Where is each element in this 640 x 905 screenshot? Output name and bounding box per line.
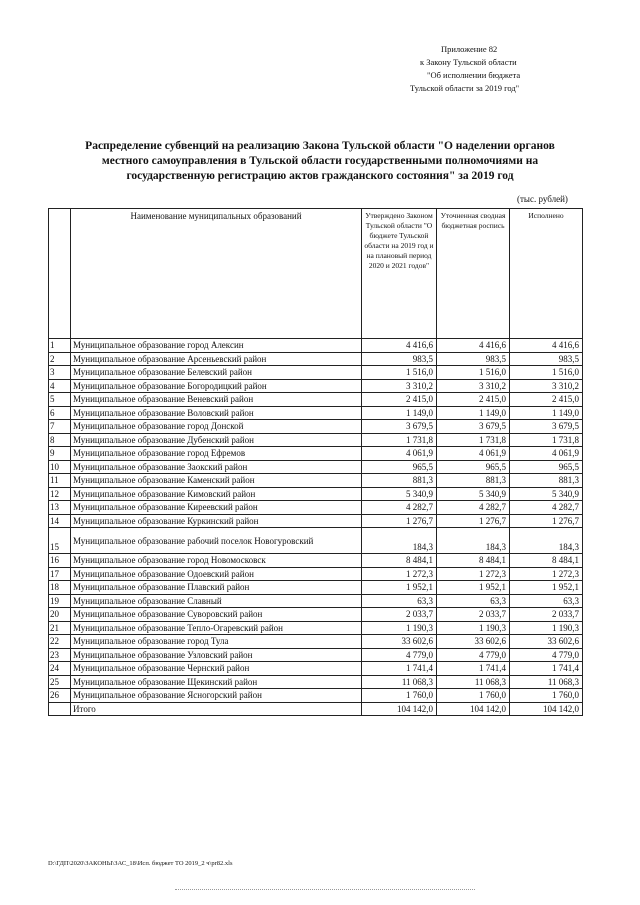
- row-approved: 1 516,0: [362, 366, 437, 380]
- appendix-line-3: "Об исполнении бюджета: [427, 70, 521, 80]
- table-row: [49, 662, 583, 676]
- row-name: Муниципальное образование город Ефремов: [71, 447, 362, 461]
- row-number: 15: [49, 528, 71, 554]
- document-title: [40, 139, 600, 184]
- table-row: [49, 567, 583, 581]
- title-line-1: Распределение субвенций на реализацию Закона Тульской области "О наделении органов: [85, 140, 555, 152]
- row-name: Муниципальное образование Кимовский район: [71, 487, 362, 501]
- row-refined: 881,3: [437, 474, 510, 488]
- row-name: Муниципальное образование Плавский район: [71, 581, 362, 595]
- row-name: Муниципальное образование Тепло-Огаревский район: [71, 621, 362, 635]
- row-approved: 63,3: [362, 594, 437, 608]
- row-executed: 4 282,7: [510, 501, 583, 515]
- row-refined: 1 741,4: [437, 662, 510, 676]
- row-number: 25: [49, 675, 71, 689]
- row-number: 3: [49, 366, 71, 380]
- row-refined: 184,3: [437, 528, 510, 554]
- row-number: 14: [49, 514, 71, 528]
- row-refined: 4 416,6: [437, 339, 510, 353]
- row-refined: 4 061,9: [437, 447, 510, 461]
- row-name: Муниципальное образование город Алексин: [71, 339, 362, 353]
- row-name: Муниципальное образование Славный: [71, 594, 362, 608]
- header-approved: Утверждено Законом Тульской области "О бюджете Тульской области на 2019 год и на плановый период 2020 и 2021 годов": [362, 209, 437, 339]
- table-row: [49, 501, 583, 515]
- row-approved: 2 033,7: [362, 608, 437, 622]
- row-approved: 184,3: [362, 528, 437, 554]
- table-row: [49, 635, 583, 649]
- row-executed: 1 516,0: [510, 366, 583, 380]
- table-row: [49, 528, 583, 554]
- row-number: 20: [49, 608, 71, 622]
- table-body: [49, 339, 583, 716]
- row-executed: 1 190,3: [510, 621, 583, 635]
- row-executed: 1 149,0: [510, 406, 583, 420]
- row-refined: 1 190,3: [437, 621, 510, 635]
- row-number: 13: [49, 501, 71, 515]
- row-approved: 1 272,3: [362, 567, 437, 581]
- row-number: 19: [49, 594, 71, 608]
- total-row: [49, 702, 583, 716]
- row-executed: 983,5: [510, 352, 583, 366]
- row-executed: 1 731,8: [510, 433, 583, 447]
- table-row: [49, 689, 583, 703]
- row-executed: 3 679,5: [510, 420, 583, 434]
- row-executed: 4 779,0: [510, 648, 583, 662]
- row-number: 5: [49, 393, 71, 407]
- header-refined: Уточненная сводная бюджетная роспись: [437, 209, 510, 339]
- row-refined: 2 415,0: [437, 393, 510, 407]
- row-number: 23: [49, 648, 71, 662]
- table-row: [49, 514, 583, 528]
- row-approved: 1 741,4: [362, 662, 437, 676]
- row-approved: 4 779,0: [362, 648, 437, 662]
- row-number: 8: [49, 433, 71, 447]
- appendix-line-1: Приложение 82: [441, 44, 498, 54]
- title-line-2: местного самоуправления в Тульской области государственными полномочиями на: [101, 155, 539, 167]
- row-approved: 1 952,1: [362, 581, 437, 595]
- total-approved: 104 142,0: [362, 702, 437, 716]
- row-refined: 4 282,7: [437, 501, 510, 515]
- row-number: 11: [49, 474, 71, 488]
- row-number: 22: [49, 635, 71, 649]
- total-label: Итого: [71, 702, 362, 716]
- row-name: Муниципальное образование Дубенский район: [71, 433, 362, 447]
- row-executed: 1 276,7: [510, 514, 583, 528]
- row-approved: 1 276,7: [362, 514, 437, 528]
- total-refined: 104 142,0: [437, 702, 510, 716]
- row-name: Муниципальное образование Воловский район: [71, 406, 362, 420]
- file-path-footer: D:\ГДП\2020\ЗАКОНЫ\ЗАС_18\Исп. бюджет ТО 2019_2 ч\pr82.xls: [48, 860, 233, 867]
- row-number: 4: [49, 379, 71, 393]
- total-executed: 104 142,0: [510, 702, 583, 716]
- row-name: Муниципальное образование город Новомосковск: [71, 554, 362, 568]
- row-number: 24: [49, 662, 71, 676]
- row-refined: 1 149,0: [437, 406, 510, 420]
- row-refined: 63,3: [437, 594, 510, 608]
- row-name: Муниципальное образование Одоевский район: [71, 567, 362, 581]
- row-executed: 63,3: [510, 594, 583, 608]
- row-approved: 33 602,6: [362, 635, 437, 649]
- row-number: 10: [49, 460, 71, 474]
- row-number: 16: [49, 554, 71, 568]
- table-row: [49, 648, 583, 662]
- row-refined: 1 731,8: [437, 433, 510, 447]
- row-approved: 1 731,8: [362, 433, 437, 447]
- table-row: [49, 621, 583, 635]
- row-refined: 3 310,2: [437, 379, 510, 393]
- row-approved: 2 415,0: [362, 393, 437, 407]
- row-name: Муниципальное образование Узловский район: [71, 648, 362, 662]
- row-refined: 965,5: [437, 460, 510, 474]
- row-name: Муниципальное образование рабочий поселок Новогуровский: [71, 528, 362, 554]
- row-executed: 5 340,9: [510, 487, 583, 501]
- row-name: Муниципальное образование Каменский район: [71, 474, 362, 488]
- row-approved: 11 068,3: [362, 675, 437, 689]
- row-refined: 1 516,0: [437, 366, 510, 380]
- table-row: [49, 420, 583, 434]
- row-executed: 1 952,1: [510, 581, 583, 595]
- row-approved: 1 760,0: [362, 689, 437, 703]
- table-row: [49, 608, 583, 622]
- row-name: Муниципальное образование Куркинский район: [71, 514, 362, 528]
- row-name: Муниципальное образование Белевский район: [71, 366, 362, 380]
- row-executed: 2 033,7: [510, 608, 583, 622]
- row-name: Муниципальное образование Щекинский район: [71, 675, 362, 689]
- row-name: Муниципальное образование город Донской: [71, 420, 362, 434]
- row-executed: 1 741,4: [510, 662, 583, 676]
- row-number: 6: [49, 406, 71, 420]
- row-executed: 965,5: [510, 460, 583, 474]
- row-approved: 983,5: [362, 352, 437, 366]
- row-executed: 11 068,3: [510, 675, 583, 689]
- row-name: Муниципальное образование Ясногорский район: [71, 689, 362, 703]
- subsidy-table: [48, 208, 583, 716]
- row-refined: 983,5: [437, 352, 510, 366]
- row-refined: 33 602,6: [437, 635, 510, 649]
- row-approved: 8 484,1: [362, 554, 437, 568]
- row-refined: 1 760,0: [437, 689, 510, 703]
- row-refined: 1 952,1: [437, 581, 510, 595]
- row-executed: 4 416,6: [510, 339, 583, 353]
- row-approved: 4 061,9: [362, 447, 437, 461]
- table-row: [49, 433, 583, 447]
- row-number: 26: [49, 689, 71, 703]
- appendix-line-4: Тульской области за 2019 год": [410, 83, 520, 93]
- row-refined: 1 272,3: [437, 567, 510, 581]
- row-approved: 1 149,0: [362, 406, 437, 420]
- row-number: 17: [49, 567, 71, 581]
- row-executed: 4 061,9: [510, 447, 583, 461]
- bottom-dotted-divider: [175, 889, 475, 890]
- table-row: [49, 594, 583, 608]
- row-executed: 8 484,1: [510, 554, 583, 568]
- row-approved: 1 190,3: [362, 621, 437, 635]
- table-row: [49, 487, 583, 501]
- row-name: Муниципальное образование Богородицкий район: [71, 379, 362, 393]
- row-name: Муниципальное образование город Тула: [71, 635, 362, 649]
- row-name: Муниципальное образование Веневский район: [71, 393, 362, 407]
- row-approved: 4 282,7: [362, 501, 437, 515]
- table-row: [49, 406, 583, 420]
- row-number: 2: [49, 352, 71, 366]
- row-executed: 33 602,6: [510, 635, 583, 649]
- row-number: 18: [49, 581, 71, 595]
- row-number: 7: [49, 420, 71, 434]
- table-row: [49, 366, 583, 380]
- row-name: Муниципальное образование Заокский район: [71, 460, 362, 474]
- row-refined: 5 340,9: [437, 487, 510, 501]
- row-executed: 184,3: [510, 528, 583, 554]
- row-number: 12: [49, 487, 71, 501]
- header-executed: Исполнено: [510, 209, 583, 339]
- row-executed: 2 415,0: [510, 393, 583, 407]
- row-number: 1: [49, 339, 71, 353]
- row-approved: 3 310,2: [362, 379, 437, 393]
- row-number: 9: [49, 447, 71, 461]
- row-approved: 4 416,6: [362, 339, 437, 353]
- table-row: [49, 393, 583, 407]
- table-row: [49, 581, 583, 595]
- header-name: Наименование муниципальных образований: [71, 209, 362, 339]
- row-refined: 1 276,7: [437, 514, 510, 528]
- row-approved: 5 340,9: [362, 487, 437, 501]
- row-name: Муниципальное образование Чернский район: [71, 662, 362, 676]
- row-refined: 2 033,7: [437, 608, 510, 622]
- table-row: [49, 474, 583, 488]
- table-row: [49, 352, 583, 366]
- table-row: [49, 554, 583, 568]
- row-executed: 1 272,3: [510, 567, 583, 581]
- table-row: [49, 460, 583, 474]
- total-number: [49, 702, 71, 716]
- row-executed: 3 310,2: [510, 379, 583, 393]
- row-executed: 1 760,0: [510, 689, 583, 703]
- row-name: Муниципальное образование Суворовский район: [71, 608, 362, 622]
- row-refined: 8 484,1: [437, 554, 510, 568]
- row-executed: 881,3: [510, 474, 583, 488]
- row-name: Муниципальное образование Киреевский район: [71, 501, 362, 515]
- title-line-3: государственную регистрацию актов гражданского состояния" за 2019 год: [126, 170, 514, 182]
- appendix-line-2: к Закону Тульской области: [420, 57, 517, 67]
- header-number: [49, 209, 71, 339]
- table-row: [49, 675, 583, 689]
- table-row: [49, 447, 583, 461]
- row-refined: 3 679,5: [437, 420, 510, 434]
- row-refined: 4 779,0: [437, 648, 510, 662]
- table-row: [49, 339, 583, 353]
- row-approved: 965,5: [362, 460, 437, 474]
- row-refined: 11 068,3: [437, 675, 510, 689]
- row-number: 21: [49, 621, 71, 635]
- row-approved: 3 679,5: [362, 420, 437, 434]
- table-row: [49, 379, 583, 393]
- row-name: Муниципальное образование Арсеньевский район: [71, 352, 362, 366]
- units-label: (тыс. рублей): [517, 194, 568, 204]
- row-approved: 881,3: [362, 474, 437, 488]
